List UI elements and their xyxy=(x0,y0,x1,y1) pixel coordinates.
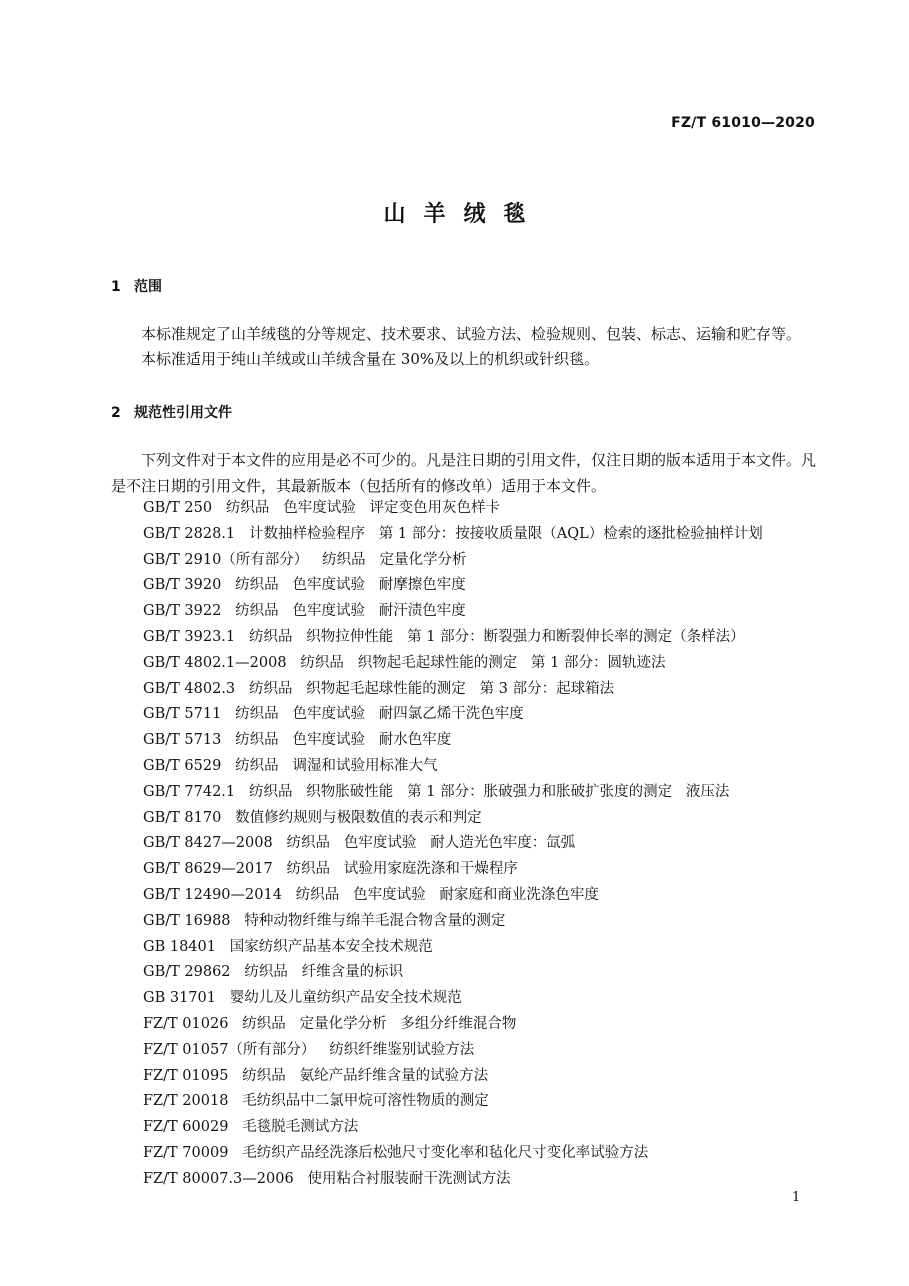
standard-code: FZ/T 61010—2020 xyxy=(671,115,815,131)
reference-item: GB/T 8170 数值修约规则与极限数值的表示和判定 xyxy=(143,809,482,826)
reference-item: FZ/T 20018 毛纺织品中二氯甲烷可溶性物质的测定 xyxy=(143,1093,489,1110)
reference-item: FZ/T 01057（所有部分） 纺织纤维鉴别试验方法 xyxy=(143,1041,475,1058)
section-2-heading xyxy=(111,402,232,422)
section-1-heading xyxy=(111,276,162,296)
section-2-paragraph-1: 下列文件对于本文件的应用是必不可少的。凡是注日期的引用文件，仅注日期的版本适用于本文件。凡是不注日期的引用文件，其最新版本（包括所有的修改单）适用于本文件。 xyxy=(111,451,817,495)
reference-item: FZ/T 01026 纺织品 定量化学分析 多组分纤维混合物 xyxy=(143,1015,517,1032)
normative-reference-list xyxy=(143,496,763,1193)
reference-item: FZ/T 01095 纺织品 氨纶产品纤维含量的试验方法 xyxy=(143,1067,489,1084)
reference-item: GB/T 12490—2014 纺织品 色牢度试验 耐家庭和商业洗涤色牢度 xyxy=(143,886,599,903)
reference-item: GB/T 2910（所有部分） 纺织品 定量化学分析 xyxy=(143,551,467,568)
reference-item: GB/T 3922 纺织品 色牢度试验 耐汗渍色牢度 xyxy=(143,603,466,620)
reference-item: GB/T 8629—2017 纺织品 试验用家庭洗涤和干燥程序 xyxy=(143,861,518,878)
section-1-paragraph-2: 本标准适用于纯山羊绒或山羊绒含量在 30%及以上的机织或针织毯。 xyxy=(141,350,600,368)
section-2-title: 规范性引用文件 xyxy=(134,405,232,421)
reference-item: GB/T 250 纺织品 色牢度试验 评定变色用灰色样卡 xyxy=(143,500,501,516)
reference-item: GB/T 5711 纺织品 色牢度试验 耐四氯乙烯干洗色牢度 xyxy=(143,706,524,723)
section-2-number: 2 xyxy=(111,405,121,421)
document-title: 山羊绒毯 xyxy=(383,202,544,227)
section-1-paragraph-1: 本标准规定了山羊绒毯的分等规定、技术要求、试验方法、检验规则、包装、标志、运输和贮存等。 xyxy=(141,325,802,343)
reference-item: GB/T 4802.3 纺织品 织物起毛起球性能的测定 第 3 部分：起球箱法 xyxy=(143,680,615,697)
reference-item: GB/T 5713 纺织品 色牢度试验 耐水色牢度 xyxy=(143,732,452,749)
page-number: 1 xyxy=(792,1190,801,1205)
reference-item: GB/T 2828.1 计数抽样检验程序 第 1 部分：按接收质量限（AQL）检索的逐批检验抽样计划 xyxy=(143,525,763,542)
reference-item: GB/T 3923.1 纺织品 织物拉伸性能 第 1 部分：断裂强力和断裂伸长率的测定（条样法） xyxy=(143,628,745,645)
reference-item: GB 31701 婴幼儿及儿童纺织产品安全技术规范 xyxy=(143,990,462,1007)
reference-item: GB/T 6529 纺织品 调湿和试验用标准大气 xyxy=(143,757,438,774)
section-1-title: 范围 xyxy=(134,279,162,295)
reference-item: GB/T 3920 纺织品 色牢度试验 耐摩擦色牢度 xyxy=(143,577,466,594)
reference-item: FZ/T 80007.3—2006 使用粘合衬服装耐干洗测试方法 xyxy=(143,1170,511,1187)
reference-item: FZ/T 70009 毛纺织产品经洗涤后松弛尺寸变化率和毡化尺寸变化率试验方法 xyxy=(143,1144,649,1161)
reference-item: GB/T 29862 纺织品 纤维含量的标识 xyxy=(143,964,404,981)
section-1-number: 1 xyxy=(111,279,121,295)
reference-item: GB/T 16988 特种动物纤维与绵羊毛混合物含量的测定 xyxy=(143,912,506,929)
reference-item: FZ/T 60029 毛毯脱毛测试方法 xyxy=(143,1119,359,1136)
reference-item: GB/T 4802.1—2008 纺织品 织物起毛起球性能的测定 第 1 部分：圆轨迹法 xyxy=(143,654,666,671)
reference-item: GB/T 8427—2008 纺织品 色牢度试验 耐人造光色牢度：氙弧 xyxy=(143,835,576,852)
reference-item: GB/T 7742.1 纺织品 织物胀破性能 第 1 部分：胀破强力和胀破扩张度的测定 液压法 xyxy=(143,783,730,800)
reference-item: GB 18401 国家纺织产品基本安全技术规范 xyxy=(143,938,433,955)
